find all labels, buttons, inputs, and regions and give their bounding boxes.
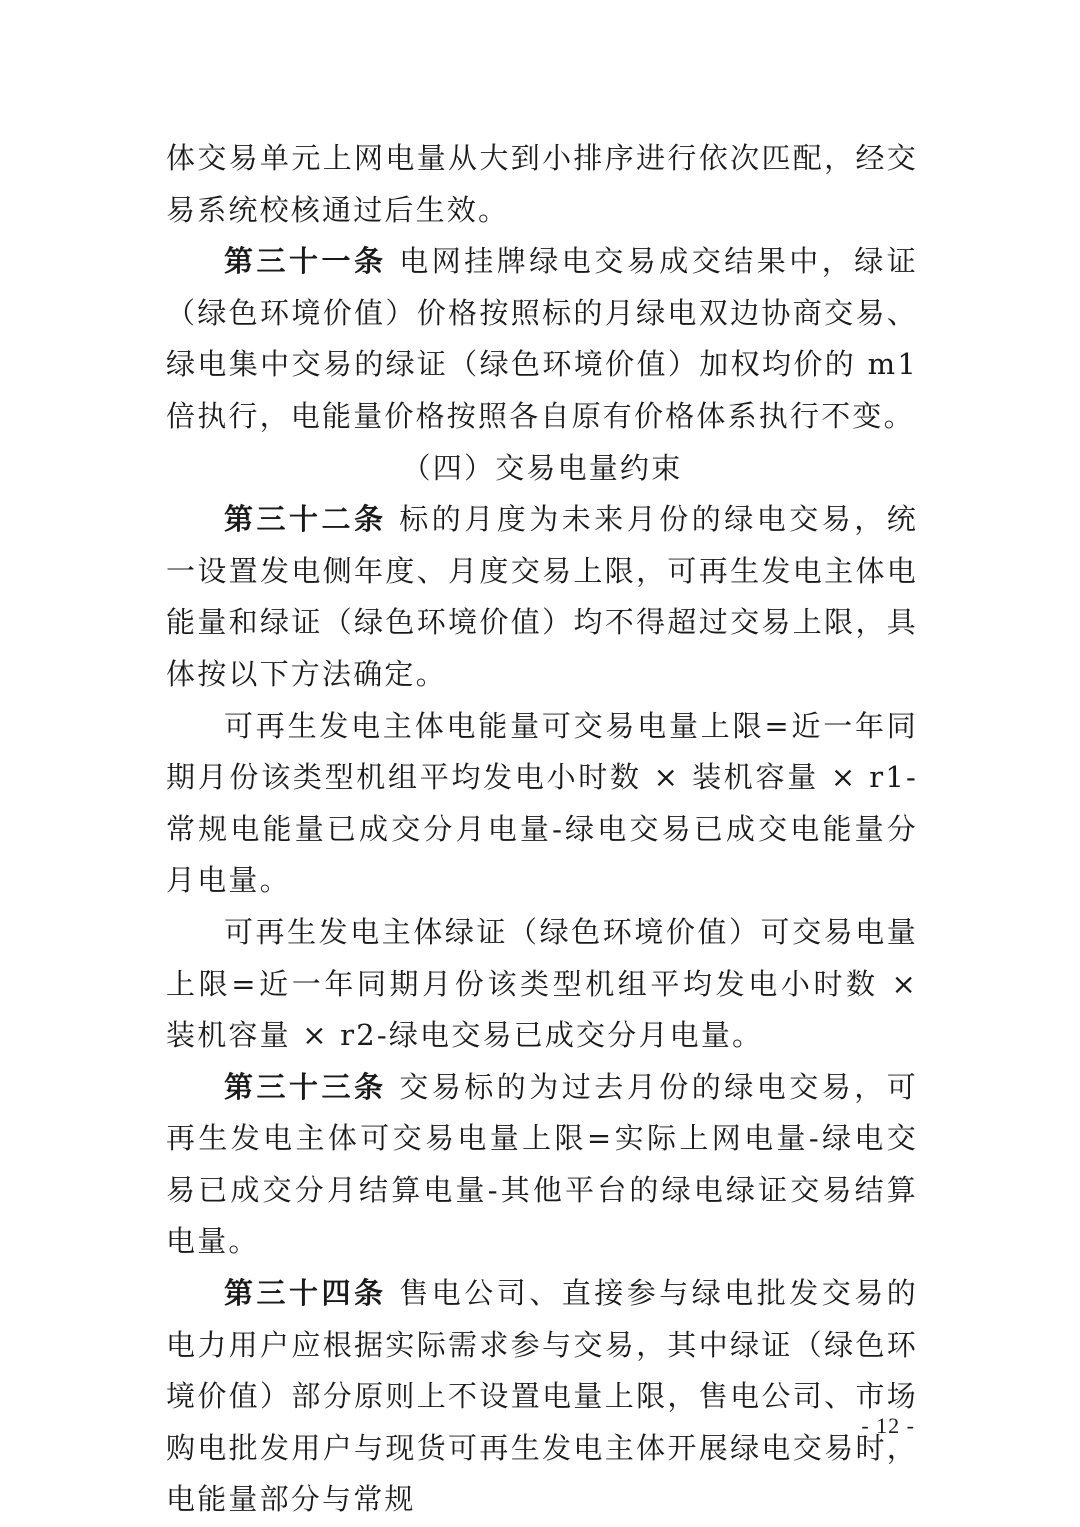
paragraph-text: 交易标的为过去月份的绿电交易，可再生发电主体可交易电量上限=实际上网电量-绿电交易已成交分月结算电量-其他平台的绿电绿证交易结算电量。 [166, 1069, 918, 1259]
paragraph-text: 售电公司、直接参与绿电批发交易的电力用户应根据实际需求参与交易，其中绿证（绿色环境价值）部分原则上不设置电量上限，售电公司、市场购电批发用户与现货可再生发电主体开展绿电交易时，电能量部分与常规 [166, 1276, 918, 1517]
paragraph-text: 电网挂牌绿电交易成交结果中，绿证（绿色环境价值）价格按照标的月绿电双边协商交易、绿电集中交易的绿证（绿色环境价值）加权均价的 m1 倍执行，电能量价格按照各自原有价格体系执行不变。 [166, 244, 918, 433]
article-number: 第三十二条 [224, 502, 387, 537]
paragraph-article-32 [166, 494, 918, 700]
section-heading: （四）交易电量约束 [401, 450, 683, 485]
paragraph-continuation [166, 133, 918, 236]
article-number: 第三十三条 [224, 1069, 387, 1104]
paragraph-text: 可再生发电主体绿证（绿色环境价值）可交易电量上限=近一年同期月份该类型机组平均发电小时数 × 装机容量 × r2-绿电交易已成交分月电量。 [166, 914, 918, 1053]
body-text [166, 133, 918, 1526]
paragraph-text: 可再生发电主体电能量可交易电量上限=近一年同期月份该类型机组平均发电小时数 × 装机容量 × r1-常规电能量已成交分月电量-绿电交易已成交电能量分月电量。 [166, 708, 918, 898]
paragraph-formula-certificate [166, 907, 918, 1062]
paragraph-text: 体交易单元上网电量从大到小排序进行依次匹配，经交易系统校核通过后生效。 [166, 141, 918, 227]
paragraph-formula-energy [166, 701, 918, 907]
paragraph-article-33 [166, 1062, 918, 1268]
paragraph-article-34 [166, 1268, 918, 1526]
paragraph-text: 标的月度为未来月份的绿电交易，统一设置发电侧年度、月度交易上限，可再生发电主体电能量和绿证（绿色环境价值）均不得超过交易上限，具体按以下方法确定。 [166, 502, 918, 691]
page-number: - 12 - [861, 1413, 915, 1438]
paragraph-article-31 [166, 236, 918, 442]
article-number: 第三十四条 [224, 1276, 387, 1311]
article-number: 第三十一条 [224, 244, 387, 279]
